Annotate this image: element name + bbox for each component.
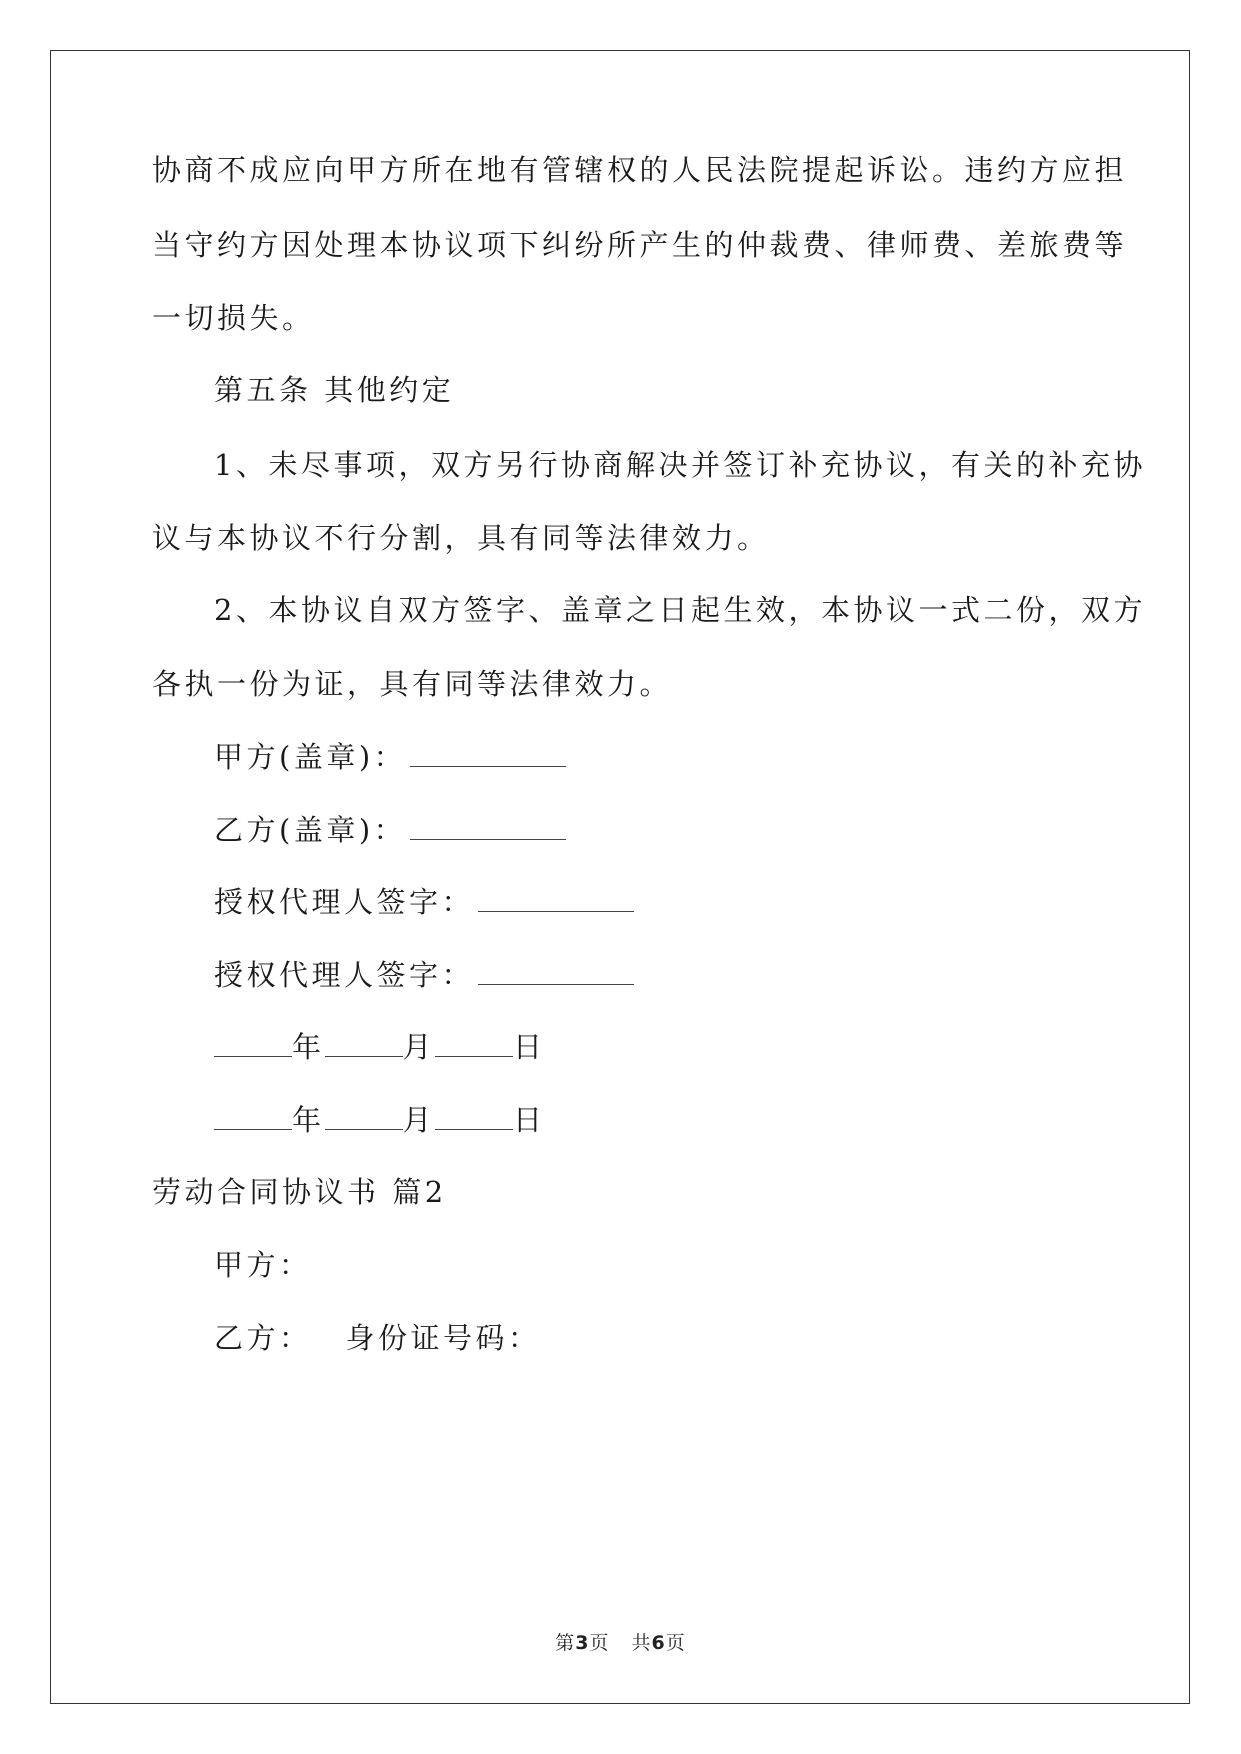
year-blank [214,1103,292,1130]
day-blank [435,1030,513,1057]
paragraph-dispute-line-2: 当守约方因处理本协议项下纠纷所产生的仲裁费、律师费、差旅费等 [152,228,1128,262]
year-label: 年 [292,1030,325,1064]
page-footer [0,1628,1241,1655]
footer-total-prefix: 共 [631,1632,652,1654]
footer-page-suffix: 页 [589,1632,610,1654]
year-label: 年 [292,1103,325,1137]
total-page-number: 6 [651,1632,666,1654]
section-2-party-a: 甲方： [214,1248,312,1282]
day-blank [435,1103,513,1130]
agent-sign-blank-1 [478,885,634,912]
section-2-title: 劳动合同协议书 篇2 [152,1175,447,1209]
section-2-party-b: 乙方： [214,1321,312,1355]
footer-prefix: 第 [555,1632,576,1654]
agent-sign-row-2 [214,955,634,995]
article-5-heading: 第五条 其他约定 [214,373,455,407]
paragraph-dispute-line-3: 一切损失。 [152,301,315,335]
party-a-seal-blank [410,740,566,767]
id-number-label: 身份证号码： [345,1321,541,1355]
day-label: 日 [513,1030,546,1064]
month-blank [325,1030,403,1057]
item-1-line-1: 1、未尽事项，双方另行协商解决并签订补充协议，有关的补充协 [214,448,1146,482]
date-row-1 [214,1027,546,1067]
month-label: 月 [402,1030,436,1064]
year-blank [214,1030,292,1057]
agent-sign-label-1: 授权代理人签字： [214,885,475,919]
item-2-line-2: 各执一份为证，具有同等法律效力。 [152,667,673,701]
party-b-seal-label: 乙方(盖章)： [214,813,407,847]
month-blank [325,1103,403,1130]
current-page-number: 3 [575,1632,590,1654]
item-2-line-1: 2、本协议自双方签字、盖章之日起生效，本协议一式二份，双方 [214,593,1146,627]
agent-sign-blank-2 [478,958,634,985]
day-label: 日 [513,1103,546,1137]
month-label: 月 [402,1103,436,1137]
agent-sign-label-2: 授权代理人签字： [214,958,475,992]
date-row-2 [214,1100,546,1140]
party-b-seal-blank [410,813,566,840]
section-2-party-b-row [214,1318,541,1358]
party-b-seal-row [214,810,566,850]
party-a-seal-row [214,737,566,777]
party-a-seal-label: 甲方(盖章)： [214,740,407,774]
footer-total-suffix: 页 [665,1632,686,1654]
item-1-line-2: 议与本协议不行分割，具有同等法律效力。 [152,521,770,555]
agent-sign-row-1 [214,882,634,922]
paragraph-dispute-line-1: 协商不成应向甲方所在地有管辖权的人民法院提起诉讼。违约方应担 [152,153,1128,187]
